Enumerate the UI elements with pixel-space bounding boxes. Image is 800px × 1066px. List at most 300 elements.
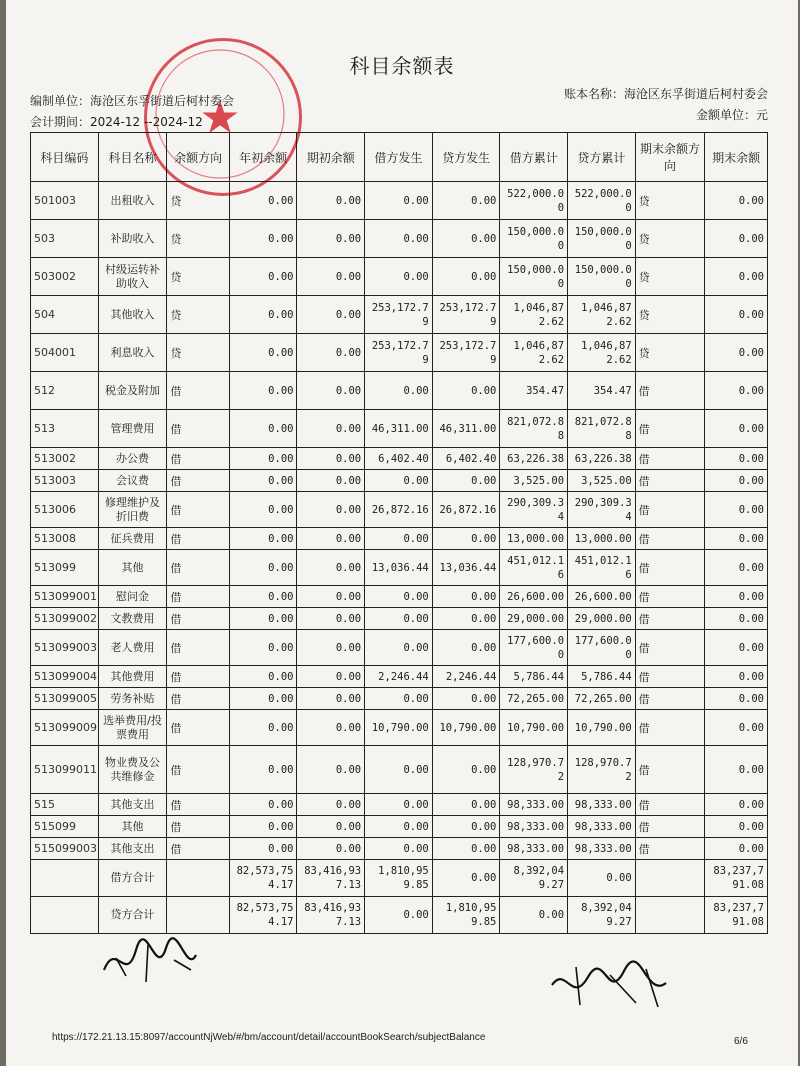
table-row [31, 897, 768, 934]
direction-cell: 借 [167, 410, 230, 448]
amount-cell: 0.00 [705, 794, 768, 816]
amount-cell: 0.00 [229, 528, 297, 550]
amount-cell: 0.00 [365, 897, 433, 934]
amount-cell: 0.00 [229, 688, 297, 710]
amount-cell: 26,600.00 [500, 586, 568, 608]
direction-cell: 借 [635, 492, 705, 528]
direction-cell: 借 [635, 410, 705, 448]
table-row [31, 794, 768, 816]
amount-cell: 0.00 [229, 630, 297, 666]
amount-cell: 1,046,872.62 [500, 334, 568, 372]
amount-cell: 0.00 [432, 860, 500, 897]
table-row [31, 528, 768, 550]
amount-cell: 0.00 [705, 630, 768, 666]
period-label: 会计期间：2024-12 --2024-12 [30, 115, 203, 129]
amount-cell: 0.00 [297, 630, 365, 666]
amount-cell: 0.00 [229, 710, 297, 746]
amount-cell: 0.00 [705, 586, 768, 608]
amount-cell: 3,525.00 [568, 470, 636, 492]
amount-cell: 0.00 [297, 586, 365, 608]
column-header: 借方累计 [500, 133, 568, 182]
direction-cell [635, 897, 705, 934]
amount-cell: 0.00 [432, 182, 500, 220]
amount-cell: 0.00 [297, 470, 365, 492]
amount-cell: 0.00 [297, 710, 365, 746]
account-name-cell: 劳务补贴 [98, 688, 167, 710]
direction-cell: 借 [167, 550, 230, 586]
amount-cell: 0.00 [297, 296, 365, 334]
column-header: 期末余额 [705, 133, 768, 182]
amount-cell: 0.00 [297, 746, 365, 794]
direction-cell: 借 [167, 710, 230, 746]
direction-cell: 借 [167, 528, 230, 550]
account-code-cell: 503002 [31, 258, 99, 296]
amount-cell: 253,172.79 [365, 334, 433, 372]
account-code-cell: 503 [31, 220, 99, 258]
column-header: 贷方发生 [432, 133, 500, 182]
amount-cell: 0.00 [229, 448, 297, 470]
direction-cell: 借 [167, 608, 230, 630]
amount-cell: 0.00 [705, 372, 768, 410]
amount-cell: 0.00 [432, 470, 500, 492]
table-row [31, 838, 768, 860]
amount-cell: 354.47 [568, 372, 636, 410]
direction-cell: 借 [635, 838, 705, 860]
amount-cell: 0.00 [229, 746, 297, 794]
column-header: 期初余额 [297, 133, 365, 182]
account-code-cell [31, 897, 99, 934]
amount-cell: 0.00 [432, 528, 500, 550]
amount-cell: 0.00 [705, 470, 768, 492]
amount-cell: 0.00 [432, 372, 500, 410]
amount-cell: 0.00 [365, 528, 433, 550]
amount-cell: 0.00 [432, 816, 500, 838]
amount-cell: 63,226.38 [568, 448, 636, 470]
amount-cell: 0.00 [229, 838, 297, 860]
column-header: 科目名称 [98, 133, 167, 182]
table-row [31, 372, 768, 410]
direction-cell [635, 860, 705, 897]
amount-cell: 0.00 [365, 258, 433, 296]
direction-cell: 借 [167, 372, 230, 410]
amount-cell: 0.00 [365, 838, 433, 860]
amount-cell: 0.00 [432, 688, 500, 710]
amount-cell: 0.00 [297, 816, 365, 838]
amount-cell: 13,000.00 [568, 528, 636, 550]
amount-cell: 83,416,937.13 [297, 897, 365, 934]
amount-cell: 0.00 [229, 794, 297, 816]
amount-cell: 0.00 [365, 794, 433, 816]
direction-cell: 借 [635, 448, 705, 470]
amount-cell: 0.00 [229, 470, 297, 492]
amount-cell: 1,046,872.62 [500, 296, 568, 334]
table-row [31, 410, 768, 448]
account-code-cell: 515099 [31, 816, 99, 838]
table-row [31, 334, 768, 372]
amount-cell: 0.00 [705, 816, 768, 838]
account-code-cell: 513099004 [31, 666, 99, 688]
amount-cell: 0.00 [500, 897, 568, 934]
amount-cell: 253,172.79 [432, 296, 500, 334]
account-name-cell: 补助收入 [98, 220, 167, 258]
amount-cell: 0.00 [365, 372, 433, 410]
signature-left [96, 930, 206, 990]
amount-cell: 0.00 [297, 372, 365, 410]
amount-cell: 8,392,049.27 [500, 860, 568, 897]
account-name-cell: 慰问金 [98, 586, 167, 608]
direction-cell: 贷 [635, 296, 705, 334]
amount-cell: 10,790.00 [500, 710, 568, 746]
account-code-cell: 513006 [31, 492, 99, 528]
amount-cell: 0.00 [229, 372, 297, 410]
amount-cell: 0.00 [365, 630, 433, 666]
direction-cell: 贷 [167, 258, 230, 296]
amount-cell: 83,237,791.08 [705, 897, 768, 934]
direction-cell: 借 [167, 492, 230, 528]
amount-cell: 72,265.00 [568, 688, 636, 710]
direction-cell: 借 [167, 688, 230, 710]
amount-cell: 29,000.00 [568, 608, 636, 630]
unit-label: 编制单位：海沧区东孚街道后柯村委会 [30, 94, 235, 108]
amount-cell: 0.00 [568, 860, 636, 897]
amount-cell: 128,970.72 [500, 746, 568, 794]
amount-cell: 0.00 [229, 492, 297, 528]
amount-cell: 0.00 [365, 608, 433, 630]
amount-cell: 0.00 [705, 296, 768, 334]
direction-cell: 贷 [635, 258, 705, 296]
amount-cell: 0.00 [229, 334, 297, 372]
account-name-cell: 物业费及公共维修金 [98, 746, 167, 794]
direction-cell: 借 [635, 470, 705, 492]
account-name-cell: 会议费 [98, 470, 167, 492]
book-label: 账本名称：海沧区东孚街道后柯村委会 [563, 87, 768, 101]
amount-cell: 98,333.00 [500, 794, 568, 816]
amount-cell: 0.00 [229, 182, 297, 220]
amount-cell: 1,810,959.85 [432, 897, 500, 934]
account-code-cell: 513008 [31, 528, 99, 550]
direction-cell: 借 [635, 550, 705, 586]
account-name-cell: 借方合计 [98, 860, 167, 897]
account-name-cell: 其他费用 [98, 666, 167, 688]
table-row [31, 182, 768, 220]
table-row [31, 688, 768, 710]
amount-cell: 0.00 [229, 258, 297, 296]
account-code-cell: 513099003 [31, 630, 99, 666]
account-name-cell: 老人费用 [98, 630, 167, 666]
direction-cell: 借 [167, 666, 230, 688]
amount-cell: 0.00 [432, 586, 500, 608]
direction-cell: 借 [635, 630, 705, 666]
table-row [31, 608, 768, 630]
column-header: 科目编码 [31, 133, 99, 182]
direction-cell: 贷 [635, 220, 705, 258]
account-code-cell: 513099005 [31, 688, 99, 710]
amount-cell: 0.00 [705, 608, 768, 630]
amount-cell: 1,046,872.62 [568, 296, 636, 334]
balance-table [30, 132, 768, 934]
amount-cell: 46,311.00 [432, 410, 500, 448]
account-code-cell: 513003 [31, 470, 99, 492]
amount-cell: 150,000.00 [500, 258, 568, 296]
column-header: 余额方向 [167, 133, 230, 182]
document-page [6, 0, 798, 1066]
table-row [31, 258, 768, 296]
direction-cell: 借 [167, 794, 230, 816]
page-number: 6/6 [734, 1036, 748, 1047]
account-name-cell: 征兵费用 [98, 528, 167, 550]
amount-cell: 0.00 [297, 448, 365, 470]
table-row [31, 666, 768, 688]
amount-cell: 0.00 [705, 688, 768, 710]
account-name-cell: 其他 [98, 550, 167, 586]
account-name-cell: 其他 [98, 816, 167, 838]
header-row [31, 133, 768, 182]
amount-cell: 72,265.00 [500, 688, 568, 710]
amount-cell: 26,872.16 [365, 492, 433, 528]
amount-cell: 0.00 [229, 220, 297, 258]
amount-cell: 290,309.34 [568, 492, 636, 528]
amount-cell: 13,036.44 [365, 550, 433, 586]
table-row [31, 710, 768, 746]
amount-cell: 128,970.72 [568, 746, 636, 794]
amount-cell: 150,000.00 [568, 258, 636, 296]
amount-cell: 0.00 [297, 608, 365, 630]
amount-cell: 0.00 [705, 258, 768, 296]
amount-cell: 0.00 [365, 470, 433, 492]
amount-cell: 0.00 [705, 666, 768, 688]
svg-text:★: ★ [199, 90, 241, 144]
table-row [31, 296, 768, 334]
direction-cell: 借 [167, 470, 230, 492]
direction-cell: 借 [167, 838, 230, 860]
amount-cell: 177,600.00 [500, 630, 568, 666]
account-name-cell: 办公费 [98, 448, 167, 470]
amount-cell: 354.47 [500, 372, 568, 410]
amount-cell: 451,012.16 [568, 550, 636, 586]
amount-cell: 522,000.00 [568, 182, 636, 220]
account-name-cell: 其他支出 [98, 838, 167, 860]
account-code-cell [31, 860, 99, 897]
table-row [31, 448, 768, 470]
account-name-cell: 修理维护及折旧费 [98, 492, 167, 528]
direction-cell: 贷 [167, 296, 230, 334]
amount-cell: 0.00 [705, 334, 768, 372]
account-code-cell: 504 [31, 296, 99, 334]
direction-cell: 贷 [167, 182, 230, 220]
amount-cell: 0.00 [229, 586, 297, 608]
amount-cell: 82,573,754.17 [229, 897, 297, 934]
amount-cell: 0.00 [432, 746, 500, 794]
direction-cell: 借 [167, 630, 230, 666]
account-code-cell: 513002 [31, 448, 99, 470]
account-code-cell: 513099 [31, 550, 99, 586]
amount-cell: 82,573,754.17 [229, 860, 297, 897]
table-row [31, 746, 768, 794]
table-row [31, 492, 768, 528]
amount-cell: 98,333.00 [500, 838, 568, 860]
table-row [31, 470, 768, 492]
account-name-cell: 村级运转补助收入 [98, 258, 167, 296]
amount-cell: 98,333.00 [568, 838, 636, 860]
amount-cell: 0.00 [297, 688, 365, 710]
direction-cell: 借 [635, 608, 705, 630]
account-code-cell: 515099003 [31, 838, 99, 860]
amount-cell: 0.00 [297, 220, 365, 258]
direction-cell [167, 860, 230, 897]
amount-cell: 253,172.79 [432, 334, 500, 372]
direction-cell: 借 [635, 666, 705, 688]
table-row [31, 860, 768, 897]
column-header: 贷方累计 [568, 133, 636, 182]
amount-cell: 26,600.00 [568, 586, 636, 608]
amount-cell: 0.00 [432, 258, 500, 296]
direction-cell: 借 [635, 746, 705, 794]
amount-cell: 10,790.00 [568, 710, 636, 746]
direction-cell: 借 [167, 448, 230, 470]
amount-cell: 451,012.16 [500, 550, 568, 586]
amount-cell: 0.00 [705, 492, 768, 528]
account-name-cell: 利息收入 [98, 334, 167, 372]
account-name-cell: 出租收入 [98, 182, 167, 220]
amount-cell: 0.00 [297, 410, 365, 448]
account-name-cell: 贷方合计 [98, 897, 167, 934]
amount-cell: 0.00 [432, 608, 500, 630]
table-row [31, 816, 768, 838]
amount-cell: 0.00 [297, 550, 365, 586]
account-code-cell: 513099002 [31, 608, 99, 630]
direction-cell [167, 897, 230, 934]
amount-cell: 0.00 [365, 586, 433, 608]
direction-cell: 贷 [635, 334, 705, 372]
amount-cell: 13,000.00 [500, 528, 568, 550]
amount-cell: 821,072.88 [568, 410, 636, 448]
amount-cell: 0.00 [229, 608, 297, 630]
direction-cell: 借 [635, 372, 705, 410]
amount-cell: 5,786.44 [568, 666, 636, 688]
amount-cell: 98,333.00 [568, 816, 636, 838]
amount-cell: 177,600.00 [568, 630, 636, 666]
account-name-cell: 其他收入 [98, 296, 167, 334]
amount-cell: 2,246.44 [365, 666, 433, 688]
column-header: 期末余额方向 [635, 133, 705, 182]
amount-cell: 0.00 [229, 410, 297, 448]
amount-cell: 8,392,049.27 [568, 897, 636, 934]
amount-cell: 0.00 [705, 220, 768, 258]
amount-cell: 522,000.00 [500, 182, 568, 220]
amount-cell: 2,246.44 [432, 666, 500, 688]
amount-cell: 0.00 [705, 550, 768, 586]
footer-url: https://172.21.13.15:8097/accountNjWeb/#/bm/account/detail/accountBookSearch/subjectBalance [52, 1032, 486, 1043]
amount-cell: 0.00 [705, 410, 768, 448]
amount-cell: 83,416,937.13 [297, 860, 365, 897]
amount-cell: 0.00 [229, 666, 297, 688]
account-code-cell: 513099001 [31, 586, 99, 608]
amount-cell: 0.00 [297, 492, 365, 528]
amount-cell: 0.00 [432, 630, 500, 666]
amount-cell: 29,000.00 [500, 608, 568, 630]
amount-cell: 3,525.00 [500, 470, 568, 492]
direction-cell: 贷 [167, 334, 230, 372]
amount-cell: 0.00 [365, 816, 433, 838]
direction-cell: 借 [635, 710, 705, 746]
amount-cell: 10,790.00 [365, 710, 433, 746]
table-row [31, 550, 768, 586]
account-name-cell: 税金及附加 [98, 372, 167, 410]
amount-cell: 83,237,791.08 [705, 860, 768, 897]
amount-cell: 0.00 [229, 816, 297, 838]
direction-cell: 贷 [635, 182, 705, 220]
amount-cell: 1,046,872.62 [568, 334, 636, 372]
direction-cell: 借 [167, 746, 230, 794]
amount-cell: 0.00 [705, 746, 768, 794]
signature-right [546, 955, 676, 1015]
amount-cell: 0.00 [297, 182, 365, 220]
direction-cell: 借 [635, 586, 705, 608]
amount-cell: 150,000.00 [500, 220, 568, 258]
amount-cell: 0.00 [229, 550, 297, 586]
amount-cell: 0.00 [297, 666, 365, 688]
amount-cell: 0.00 [705, 182, 768, 220]
amount-cell: 0.00 [432, 838, 500, 860]
amount-cell: 0.00 [297, 794, 365, 816]
direction-cell: 借 [635, 528, 705, 550]
amount-cell: 290,309.34 [500, 492, 568, 528]
amount-cell: 13,036.44 [432, 550, 500, 586]
amount-cell: 0.00 [365, 688, 433, 710]
direction-cell: 借 [635, 688, 705, 710]
account-name-cell: 选举费用/投票费用 [98, 710, 167, 746]
direction-cell: 借 [635, 794, 705, 816]
amount-cell: 63,226.38 [500, 448, 568, 470]
amount-cell: 5,786.44 [500, 666, 568, 688]
amount-cell: 0.00 [365, 182, 433, 220]
amount-cell: 0.00 [297, 334, 365, 372]
amount-cell: 0.00 [297, 258, 365, 296]
amount-cell: 0.00 [432, 794, 500, 816]
direction-cell: 借 [635, 816, 705, 838]
amount-cell: 0.00 [365, 746, 433, 794]
amount-cell: 0.00 [229, 296, 297, 334]
amount-cell: 0.00 [365, 220, 433, 258]
amount-cell: 26,872.16 [432, 492, 500, 528]
amount-cell: 0.00 [705, 528, 768, 550]
amount-cell: 821,072.88 [500, 410, 568, 448]
column-header: 借方发生 [365, 133, 433, 182]
page-title: 科目余额表 [349, 54, 455, 78]
table-row [31, 630, 768, 666]
amount-cell: 0.00 [432, 220, 500, 258]
account-code-cell: 513099011 [31, 746, 99, 794]
amount-cell: 0.00 [705, 710, 768, 746]
account-name-cell: 其他支出 [98, 794, 167, 816]
account-code-cell: 504001 [31, 334, 99, 372]
direction-cell: 借 [167, 816, 230, 838]
amount-cell: 10,790.00 [432, 710, 500, 746]
amount-cell: 0.00 [297, 528, 365, 550]
account-name-cell: 管理费用 [98, 410, 167, 448]
amount-cell: 150,000.00 [568, 220, 636, 258]
amount-cell: 6,402.40 [365, 448, 433, 470]
amount-cell: 253,172.79 [365, 296, 433, 334]
amount-cell: 98,333.00 [568, 794, 636, 816]
direction-cell: 借 [167, 586, 230, 608]
amount-cell: 6,402.40 [432, 448, 500, 470]
currency-label: 金额单位：元 [695, 108, 768, 122]
amount-cell: 46,311.00 [365, 410, 433, 448]
amount-cell: 98,333.00 [500, 816, 568, 838]
amount-cell: 1,810,959.85 [365, 860, 433, 897]
account-code-cell: 513 [31, 410, 99, 448]
